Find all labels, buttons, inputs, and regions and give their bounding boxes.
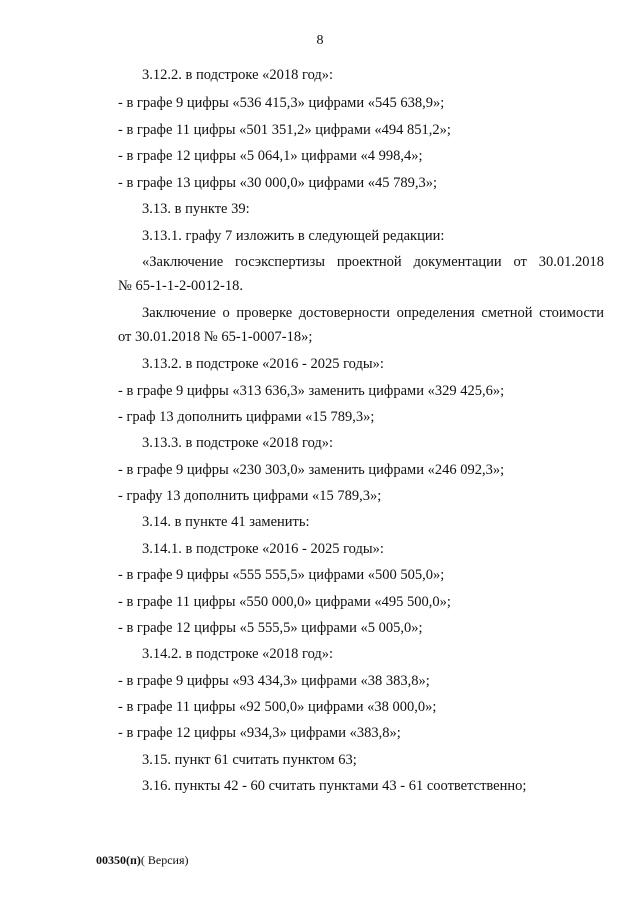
doc-line: - графу 13 дополнить цифрами «15 789,3»;: [118, 488, 382, 504]
doc-line-3-12-2: 3.12.2. в подстроке «2018 год»:: [142, 67, 334, 83]
doc-line: - в графе 9 цифры «536 415,3» цифрами «545 638,9»;: [118, 95, 445, 111]
doc-line-3-13-3: 3.13.3. в подстроке «2018 год»:: [142, 435, 334, 451]
doc-line-3-13-1: 3.13.1. графу 7 изложить в следующей редакции:: [142, 228, 445, 244]
doc-line: № 65-1-1-2-0012-18.: [118, 278, 243, 294]
doc-line: - в графе 9 цифры «313 636,3» заменить цифрами «329 425,6»;: [118, 383, 505, 399]
doc-line: - в графе 9 цифры «230 303,0» заменить цифрами «246 092,3»;: [118, 462, 505, 478]
doc-line: - в графе 12 цифры «5 555,5» цифрами «5 005,0»;: [118, 620, 423, 636]
doc-line-quote-start: «Заключение госэкспертизы проектной документации от 30.01.2018: [142, 254, 604, 270]
doc-line: - в графе 9 цифры «555 555,5» цифрами «500 505,0»;: [118, 567, 445, 583]
doc-line: - в графе 13 цифры «30 000,0» цифрами «45 789,3»;: [118, 175, 437, 191]
doc-line-3-16: 3.16. пункты 42 - 60 считать пунктами 43 - 61 соответственно;: [142, 778, 527, 794]
footer-document-code: [96, 853, 189, 868]
footer-code: 00350(п): [96, 853, 141, 867]
doc-line: - граф 13 дополнить цифрами «15 789,3»;: [118, 409, 375, 425]
doc-line-3-13: 3.13. в пункте 39:: [142, 201, 250, 217]
doc-line: - в графе 11 цифры «501 351,2» цифрами «494 851,2»;: [118, 122, 451, 138]
doc-line: от 30.01.2018 № 65-1-0007-18»;: [118, 329, 313, 345]
page-number: 8: [316, 33, 324, 48]
doc-line-justified: Заключение о проверке достоверности определения сметной стоимости: [142, 305, 604, 321]
doc-line-3-13-2: 3.13.2. в подстроке «2016 - 2025 годы»:: [142, 356, 384, 372]
doc-line-3-14-2: 3.14.2. в подстроке «2018 год»:: [142, 646, 334, 662]
doc-line-3-15: 3.15. пункт 61 считать пунктом 63;: [142, 752, 357, 768]
doc-line: - в графе 9 цифры «93 434,3» цифрами «38 383,8»;: [118, 673, 430, 689]
doc-line-3-14-1: 3.14.1. в подстроке «2016 - 2025 годы»:: [142, 541, 384, 557]
footer-version: ( Версия): [140, 853, 189, 867]
doc-line: - в графе 12 цифры «934,3» цифрами «383,8»;: [118, 725, 401, 741]
doc-line: - в графе 12 цифры «5 064,1» цифрами «4 998,4»;: [118, 148, 423, 164]
doc-line-3-14: 3.14. в пункте 41 заменить:: [142, 514, 310, 530]
doc-line: - в графе 11 цифры «550 000,0» цифрами «495 500,0»;: [118, 594, 451, 610]
doc-line: - в графе 11 цифры «92 500,0» цифрами «38 000,0»;: [118, 699, 437, 715]
